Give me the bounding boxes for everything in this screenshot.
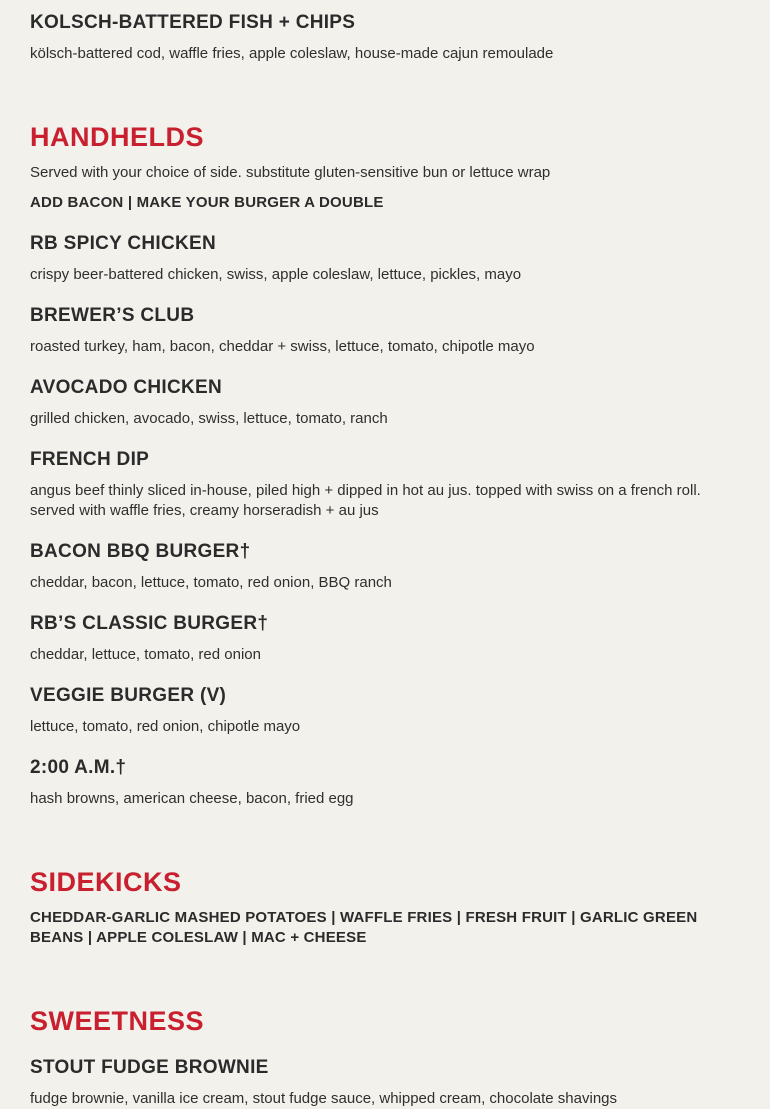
menu-item-description: crispy beer-battered chicken, swiss, apple coleslaw, lettuce, pickles, mayo: [30, 266, 522, 283]
menu-item-title: KOLSCH-BATTERED FISH + CHIPS: [30, 12, 356, 33]
section-addons-handhelds: ADD BACON | MAKE YOUR BURGER A DOUBLE: [30, 194, 384, 211]
menu-item-description: grilled chicken, avocado, swiss, lettuce, tomato, ranch: [30, 410, 388, 427]
menu-item-description: fudge brownie, vanilla ice cream, stout fudge sauce, whipped cream, chocolate shavings: [30, 1090, 617, 1107]
section-title-handhelds: HANDHELDS: [30, 122, 205, 152]
menu-item-description: cheddar, bacon, lettuce, tomato, red onion, BBQ ranch: [30, 574, 392, 591]
menu-item-description: roasted turkey, ham, bacon, cheddar + swiss, lettuce, tomato, chipotle mayo: [30, 338, 535, 355]
menu-item-description: angus beef thinly sliced in-house, piled high + dipped in hot au jus. topped with swiss on a french roll. served with waffle fries, creamy horseradish + au jus: [30, 482, 701, 519]
menu-item-description: kölsch-battered cod, waffle fries, apple coleslaw, house-made cajun remoulade: [30, 45, 554, 62]
menu-item-title: 2:00 A.M.†: [30, 757, 127, 778]
menu-item-title: BREWER’S CLUB: [30, 305, 195, 326]
sidekicks-list: CHEDDAR-GARLIC MASHED POTATOES | WAFFLE FRIES | FRESH FRUIT | GARLIC GREEN BEANS | APPLE COLESLAW | MAC + CHEESE: [30, 909, 698, 946]
menu-item-description: hash browns, american cheese, bacon, fried egg: [30, 790, 354, 807]
menu-item-title: FRENCH DIP: [30, 449, 150, 470]
section-title-sweetness: SWEETNESS: [30, 1006, 205, 1036]
section-note-handhelds: Served with your choice of side. substitute gluten-sensitive bun or lettuce wrap: [30, 164, 551, 181]
menu-item-title: RB’S CLASSIC BURGER†: [30, 613, 269, 634]
menu-item-title: AVOCADO CHICKEN: [30, 377, 223, 398]
section-title-sidekicks: SIDEKICKS: [30, 867, 182, 897]
menu-item-title: STOUT FUDGE BROWNIE: [30, 1057, 269, 1078]
menu-item-title: RB SPICY CHICKEN: [30, 233, 217, 254]
menu-item-title: BACON BBQ BURGER†: [30, 541, 251, 562]
menu-item-description: cheddar, lettuce, tomato, red onion: [30, 646, 261, 663]
menu-item-description: lettuce, tomato, red onion, chipotle mayo: [30, 718, 301, 735]
menu-item-title: VEGGIE BURGER (V): [30, 685, 227, 706]
